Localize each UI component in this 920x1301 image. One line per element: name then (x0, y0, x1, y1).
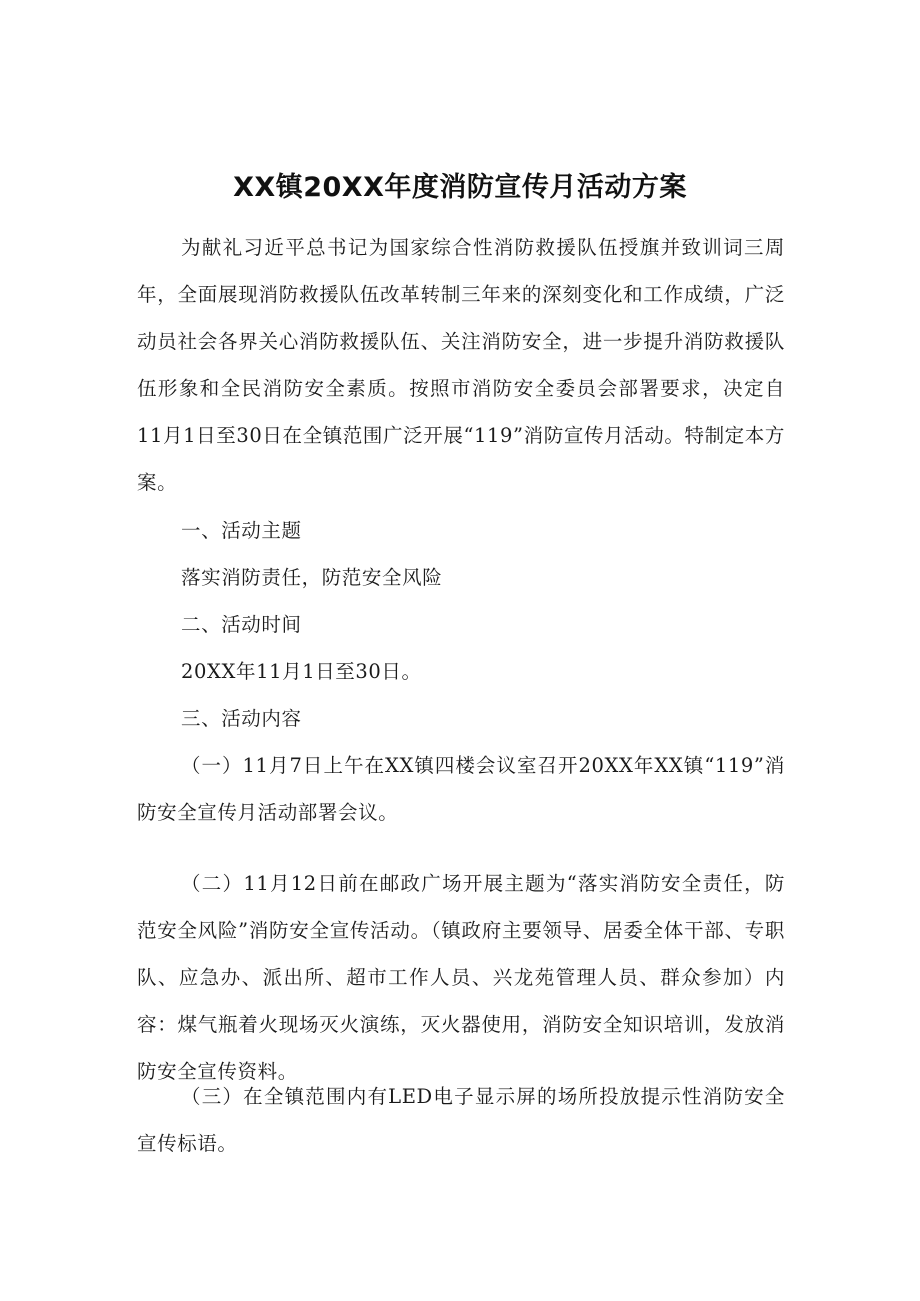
section-heading-content: 三、活动内容 (181, 707, 302, 730)
section-heading-time: 二、活动时间 (181, 613, 302, 636)
content-item-1: （一）11月7日上午在XX镇四楼会议室召开20XX年XX镇“119”消防安全宣传月活动部署会议。 (137, 754, 785, 824)
section-heading-theme: 一、活动主题 (181, 519, 302, 542)
content-item-2: （二）11月12日前在邮政广场开展主题为“落实消防安全责任，防范安全风险”消防安全宣传活动。（镇政府主要领导、居委全体干部、专职队、应急办、派出所、超市工作人员、兴龙苑管理人员、群众参加）内容：煤气瓶着火现场灭火演练，灭火器使用，消防安全知识培训，发放消防安全宣传资料。 (137, 872, 785, 1083)
time-text: 20XX年11月1日至30日。 (181, 660, 422, 683)
document-title: XX镇20XX年度消防宣传月活动方案 (233, 172, 687, 203)
intro-paragraph: 为献礼习近平总书记为国家综合性消防救援队伍授旗并致训词三周年，全面展现消防救援队伍改革转制三年来的深刻变化和工作成绩，广泛动员社会各界关心消防救援队伍、关注消防安全，进一步提升消防救援队伍形象和全民消防安全素质。按照市消防安全委员会部署要求，决定自11月1日至30日在全镇范围广泛开展“119”消防宣传月活动。特制定本方案。 (137, 236, 785, 494)
theme-text: 落实消防责任，防范安全风险 (181, 566, 443, 589)
content-item-3: （三）在全镇范围内有LED电子显示屏的场所投放提示性消防安全宣传标语。 (137, 1085, 785, 1155)
